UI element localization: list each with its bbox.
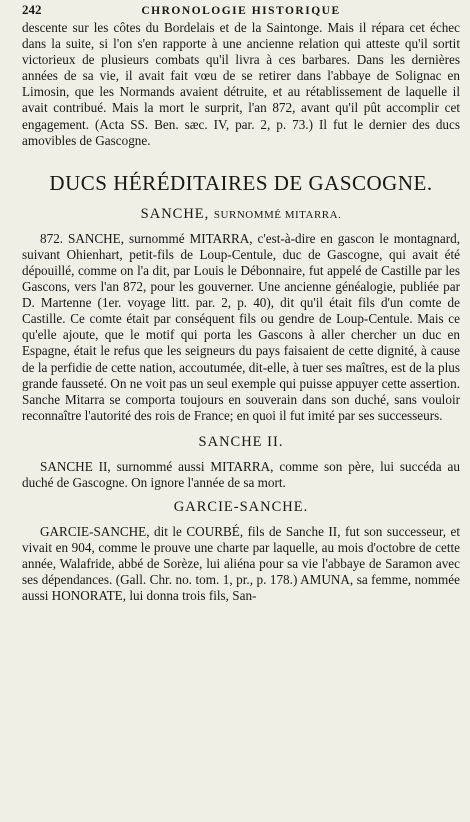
- section-paragraph-sanche: 872. SANCHE, surnommé MITARRA, c'est-à-dire en gascon le montagnard, suivant Ohienhart, petit-fils de Loup-Centule, duc de Gascogne, qui avait été dépouillé, comme on l'a dit, par Louis le Débonnaire, fut appelé de Castille par les Gascons, vers l'an 872, pour les gouverner. Une ancienne généalogie, publiée par D. Martenne (1er. voyage litt. par. 2, p. 40), dit qu'il était fils d'un comte de Castille. Ce comte était par conséquent fils ou gendre de Loup-Centule. Mais ce qu'elle ajoute, que le motif qui porta les Gascons à aller chercher un duc en Espagne, était le refus que les seigneurs du pays faisaient de cette dignité, à cause de la perfidie de cette nation, accoutumée, dit-elle, à tuer ses maîtres, est de la plus grande fausseté. On ne voit pas un seul exemple qui puisse appuyer cette assertion. Sanche Mitarra se comporta toujours en souverain dans son duché, sans vouloir reconnaître l'autorité des rois de France; en quoi il fut imité par ses successeurs.: [22, 230, 460, 423]
- section-heading-sanche: [22, 206, 460, 223]
- section-heading-sanche-ii: [22, 434, 460, 451]
- section-heading-main: SANCHE,: [140, 205, 210, 222]
- section-heading-garcie-sanche: [22, 499, 460, 516]
- page-number: 242: [22, 2, 42, 17]
- section-paragraph-sanche-ii: SANCHE II, surnommé aussi MITARRA, comme son père, lui succéda au duché de Gascogne. On ignore l'année de sa mort.: [22, 458, 460, 490]
- section-paragraph-garcie-sanche: GARCIE-SANCHE, dit le COURBÉ, fils de Sanche II, fut son successeur, et vivait en 904, comme le prouve une charte par laquelle, au mois d'octobre de cette année, Walafride, abbé de Sorèze, lui aliéna pour sa vie l'abbaye de Saramon avec ses dépendances. (Gall. Chr. no. tom. 1, pr., p. 178.) AMUNA, sa femme, nommée aussi HONORATE, lui donna trois fils, San-: [22, 524, 460, 604]
- section-heading-subtitle: SURNOMMÉ MITARRA.: [213, 208, 342, 221]
- intro-paragraph: descente sur les côtes du Bordelais et de la Saintonge. Mais il répara cet échec dans la suite, si l'on s'en rapporte à une ancienne relation qui atteste qu'il sortit victorieux de plusieurs combats qu'il livra à ces barbares. Dans les dernières années de sa vie, il avait fait vœu de se retirer dans l'abbaye de Solignac en Limosin, que les Normands avaient détruite, et au rétablissement de laquelle il avait contribué. Mais la mort le surprit, l'an 872, avant qu'il pût accomplir cet engagement. (Acta SS. Ben. sæc. IV, par. 2, p. 73.) Il fut le dernier des ducs amovibles de Gascogne.: [22, 20, 460, 148]
- section-heading-main: GARCIE-SANCHE.: [173, 499, 309, 516]
- page-header: [22, 2, 460, 20]
- section-heading-main: SANCHE II.: [198, 433, 284, 450]
- main-title: DUCS HÉRÉDITAIRES DE GASCOGNE.: [49, 170, 433, 195]
- running-title: CHRONOLOGIE HISTORIQUE: [141, 5, 341, 17]
